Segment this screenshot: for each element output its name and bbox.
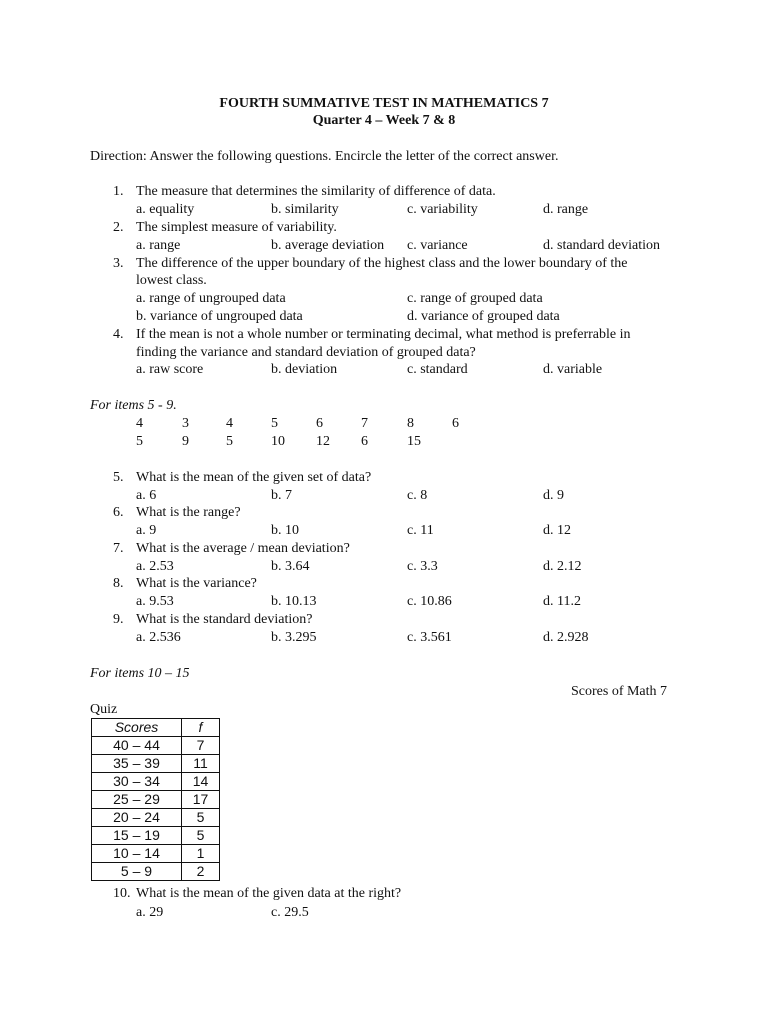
question-number: 2. (113, 220, 124, 235)
choice-a: a. equality (136, 202, 195, 217)
choice-a: a. 9 (136, 523, 157, 538)
table-header-row (92, 719, 220, 737)
question-number: 6. (113, 505, 124, 520)
choice-b: b. 10 (271, 523, 299, 538)
table-cell-scores: 15 – 19 (92, 827, 182, 845)
data-value: 10 (271, 434, 285, 449)
table-caption-continued: Quiz (90, 702, 118, 717)
choice-a: a. 2.536 (136, 630, 181, 645)
table-row (92, 755, 220, 773)
question-number: 4. (113, 327, 124, 342)
question-text: What is the average / mean deviation? (136, 541, 350, 556)
choice-c: c. range of grouped data (407, 291, 543, 306)
choice-b: b. 3.64 (271, 559, 310, 574)
table-cell-frequency: 17 (182, 791, 220, 809)
choice-d: d. range (543, 202, 589, 217)
choice-a: a. range (136, 238, 181, 253)
question-number: 9. (113, 612, 124, 627)
choice-a: a. 2.53 (136, 559, 174, 574)
question-number: 10. (113, 886, 131, 901)
table-caption: Scores of Math 7 (571, 684, 668, 699)
table-row (92, 845, 220, 863)
question-text: What is the variance? (136, 576, 257, 591)
data-value: 7 (361, 416, 368, 431)
table-cell-frequency: 11 (182, 755, 220, 773)
data-value: 4 (226, 416, 233, 431)
table-row (92, 809, 220, 827)
table-row (92, 863, 220, 881)
data-value: 9 (182, 434, 189, 449)
choice-c: c. 3.561 (407, 630, 452, 645)
table-row (92, 773, 220, 791)
choice-d: d. variance of grouped data (407, 309, 560, 324)
choice-c: c. 3.3 (407, 559, 438, 574)
question-text: What is the standard deviation? (136, 612, 313, 627)
choice-d: d. 11.2 (543, 594, 581, 609)
choice-b: b. deviation (271, 362, 338, 377)
table-cell-scores: 25 – 29 (92, 791, 182, 809)
choice-c: c. 8 (407, 488, 428, 503)
table-row (92, 737, 220, 755)
choice-d: d. standard deviation (543, 238, 661, 253)
data-value: 3 (182, 416, 189, 431)
choice-a: a. range of ungrouped data (136, 291, 286, 306)
frequency-table (91, 718, 220, 881)
section-label: For items 5 - 9. (90, 398, 177, 413)
data-value: 5 (136, 434, 143, 449)
table-cell-scores: 40 – 44 (92, 737, 182, 755)
table-cell-scores: 10 – 14 (92, 845, 182, 863)
page-title: FOURTH SUMMATIVE TEST IN MATHEMATICS 7 (219, 96, 549, 111)
choice-b: b. 10.13 (271, 594, 317, 609)
choice-a: a. raw score (136, 362, 204, 377)
choice-d: d. 2.12 (543, 559, 582, 574)
choice-a: a. 6 (136, 488, 157, 503)
table-cell-frequency: 1 (182, 845, 220, 863)
question-text: What is the mean of the given data at the right? (136, 886, 402, 901)
table-cell-frequency: 5 (182, 827, 220, 845)
table-cell-frequency: 7 (182, 737, 220, 755)
table-cell-scores: 20 – 24 (92, 809, 182, 827)
data-value: 6 (361, 434, 368, 449)
question-text-line2: finding the variance and standard deviation of grouped data? (136, 345, 476, 360)
data-value: 8 (407, 416, 414, 431)
question-number: 8. (113, 576, 124, 591)
question-text-line2: lowest class. (136, 273, 207, 288)
data-value: 5 (271, 416, 278, 431)
column-header-scores: Scores (92, 719, 182, 737)
data-value: 15 (407, 434, 421, 449)
choice-b: b. 3.295 (271, 630, 317, 645)
data-value: 6 (316, 416, 323, 431)
choice-c: c. variance (407, 238, 468, 253)
choice-b: b. average deviation (271, 238, 385, 253)
table-cell-scores: 35 – 39 (92, 755, 182, 773)
choice-c: c. 29.5 (271, 905, 309, 920)
section-label: For items 10 – 15 (90, 666, 190, 681)
question-text: What is the range? (136, 505, 241, 520)
choice-a: a. 29 (136, 905, 164, 920)
choice-c: c. variability (407, 202, 478, 217)
choice-d: d. 9 (543, 488, 564, 503)
question-text-line1: The difference of the upper boundary of the highest class and the lower boundary of the (136, 256, 628, 271)
table-cell-frequency: 14 (182, 773, 220, 791)
choice-b: b. 7 (271, 488, 292, 503)
table-row (92, 827, 220, 845)
choice-b: b. similarity (271, 202, 339, 217)
question-text: The measure that determines the similarity of difference of data. (136, 184, 496, 199)
question-number: 3. (113, 256, 124, 271)
question-number: 5. (113, 470, 124, 485)
question-text: The simplest measure of variability. (136, 220, 337, 235)
choice-d: d. 12 (543, 523, 571, 538)
question-text: What is the mean of the given set of data? (136, 470, 372, 485)
data-value: 4 (136, 416, 143, 431)
table-cell-frequency: 5 (182, 809, 220, 827)
question-number: 1. (113, 184, 124, 199)
directions: Direction: Answer the following questions. Encircle the letter of the correct answer. (90, 149, 559, 164)
choice-d: d. variable (543, 362, 603, 377)
choice-c: c. standard (407, 362, 468, 377)
choice-c: c. 11 (407, 523, 434, 538)
table-row (92, 791, 220, 809)
table-cell-frequency: 2 (182, 863, 220, 881)
data-value: 6 (452, 416, 459, 431)
data-value: 5 (226, 434, 233, 449)
column-header-frequency: f (182, 719, 220, 737)
choice-c: c. 10.86 (407, 594, 452, 609)
page-subtitle: Quarter 4 – Week 7 & 8 (312, 113, 456, 128)
choice-b: b. variance of ungrouped data (136, 309, 303, 324)
data-value: 12 (316, 434, 330, 449)
table-cell-scores: 5 – 9 (92, 863, 182, 881)
choice-d: d. 2.928 (543, 630, 589, 645)
question-text-line1: If the mean is not a whole number or terminating decimal, what method is preferrable in (136, 327, 631, 342)
question-number: 7. (113, 541, 124, 556)
table-cell-scores: 30 – 34 (92, 773, 182, 791)
choice-a: a. 9.53 (136, 594, 174, 609)
